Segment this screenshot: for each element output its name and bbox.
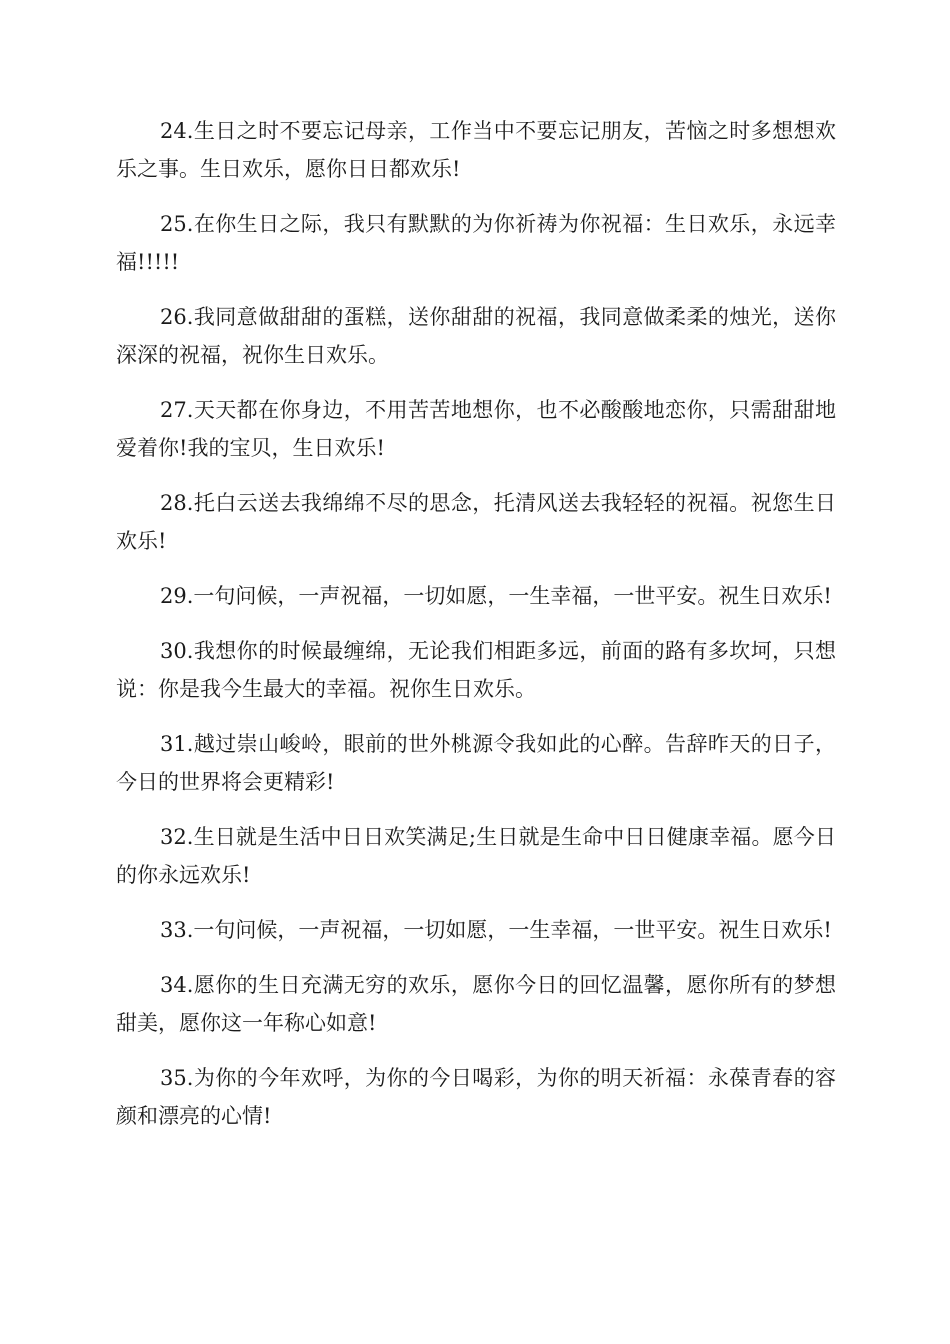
paragraph-30: 30.我想你的时候最缠绵，无论我们相距多远，前面的路有多坎坷，只想说：你是我今生最大的幸福。祝你生日欢乐。: [116, 639, 836, 701]
paragraph-26: 26.我同意做甜甜的蛋糕，送你甜甜的祝福，我同意做柔柔的烛光，送你深深的祝福，祝你生日欢乐。: [116, 305, 836, 367]
paragraph-29: 29.一句问候，一声祝福，一切如愿，一生幸福，一世平安。祝生日欢乐!: [160, 584, 832, 608]
paragraph-31: 31.越过崇山峻岭，眼前的世外桃源令我如此的心醉。告辞昨天的日子，今日的世界将会更精彩!: [116, 732, 836, 794]
paragraph-32: 32.生日就是生活中日日欢笑满足;生日就是生命中日日健康幸福。愿今日的你永远欢乐!: [116, 825, 836, 887]
paragraph-35: 35.为你的今年欢呼，为你的今日喝彩，为你的明天祈福：永葆青春的容颜和漂亮的心情!: [116, 1066, 836, 1128]
paragraph-25: 25.在你生日之际，我只有默默的为你祈祷为你祝福：生日欢乐，永远幸福!!!!!: [116, 212, 836, 274]
paragraph-24: 24.生日之时不要忘记母亲，工作当中不要忘记朋友，苦恼之时多想想欢乐之事。生日欢乐，愿你日日都欢乐!: [116, 119, 836, 181]
paragraph-34: 34.愿你的生日充满无穷的欢乐，愿你今日的回忆温馨，愿你所有的梦想甜美，愿你这一年称心如意!: [116, 973, 836, 1035]
paragraph-28: 28.托白云送去我绵绵不尽的思念，托清风送去我轻轻的祝福。祝您生日欢乐!: [116, 491, 836, 553]
paragraph-33: 33.一句问候，一声祝福，一切如愿，一生幸福，一世平安。祝生日欢乐!: [160, 918, 832, 942]
paragraph-27: 27.天天都在你身边，不用苦苦地想你，也不必酸酸地恋你，只需甜甜地爱着你!我的宝贝，生日欢乐!: [116, 398, 836, 460]
document-page: [116, 112, 836, 1152]
